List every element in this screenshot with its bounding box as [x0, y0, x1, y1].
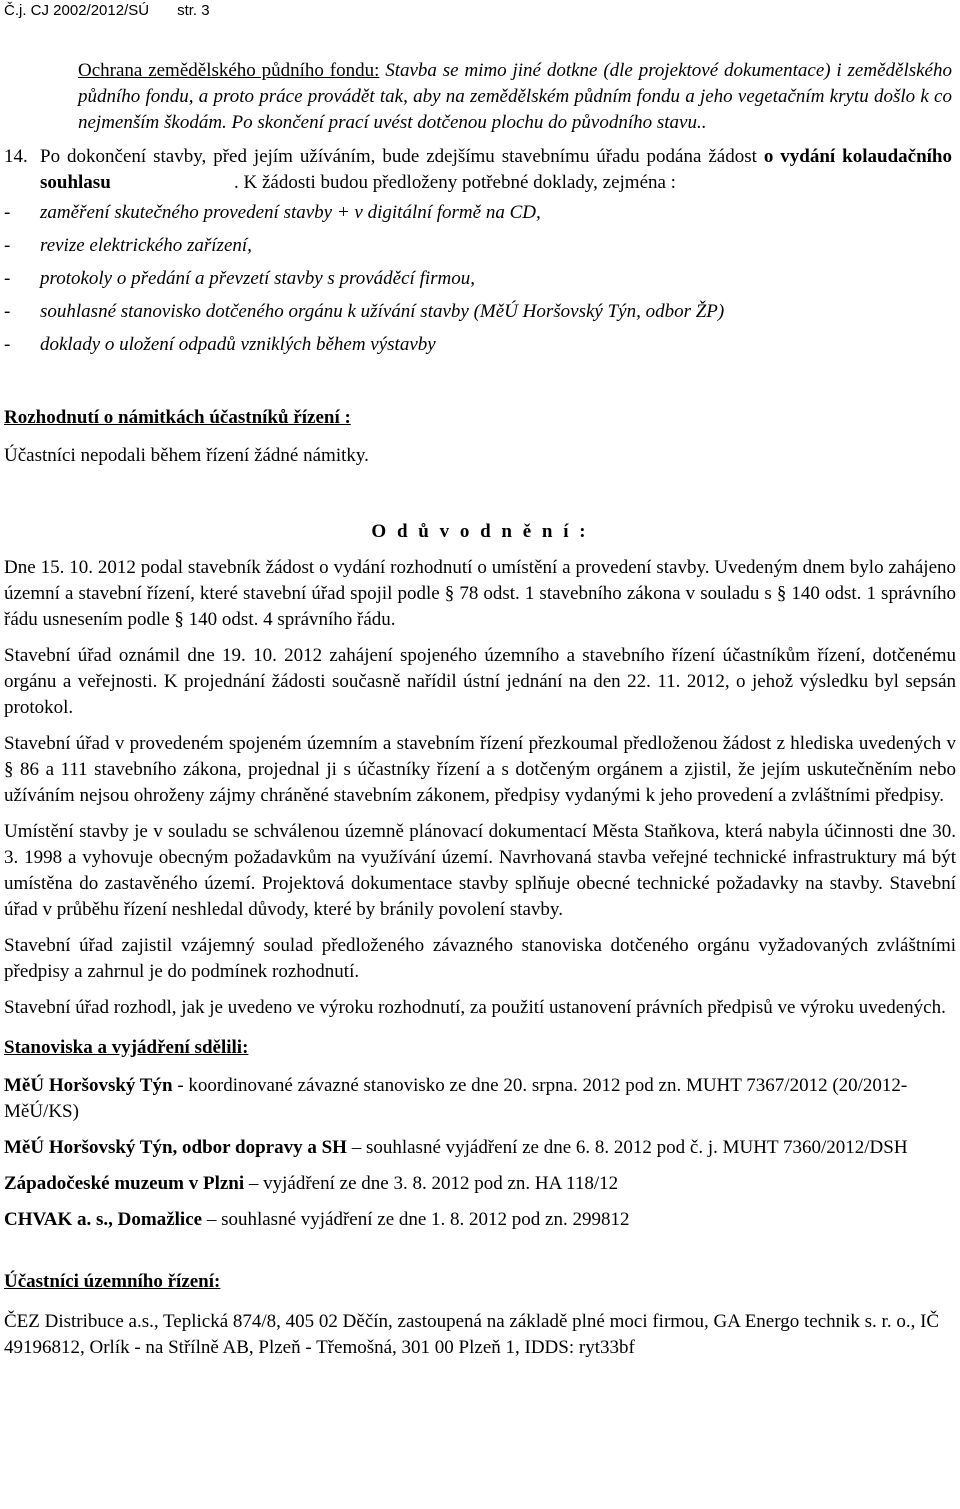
participants-heading: Účastníci územního řízení: [4, 1271, 221, 1292]
list-item: - doklady o uložení odpadů vzniklých během výstavby [4, 333, 436, 355]
condition-14-number: 14. [4, 146, 28, 167]
list-item: - zaměření skutečného provedení stavby + v digitální formě na CD, [4, 201, 541, 223]
statement-item: CHVAK a. s., Domažlice – souhlasné vyjádření ze dne 1. 8. 2012 pod zn. 299812 [4, 1209, 630, 1230]
participants-text: ČEZ Distribuce a.s., Teplická 874/8, 405 02 Děčín, zastoupená na základě plné moci firmou, GA Energo technik s. r. o., IČ 49196812, Orlík - na Střílně AB, Plzeň - Třemošná, 301 00 Plzeň 1, IDDS: ryt33bf [4, 1311, 940, 1358]
objections-heading: Rozhodnutí o námitkách účastníků řízení : [4, 407, 351, 428]
statement-item: MěÚ Horšovský Týn, odbor dopravy a SH – souhlasné vyjádření ze dne 6. 8. 2012 pod č. j. MUHT 7360/2012/DSH [4, 1137, 908, 1158]
reasoning-paragraph: Stavební úřad oznámil dne 19. 10. 2012 zahájení spojeného územního a stavebního řízení účastníkům řízení, dotčenému orgánu a veřejnosti. K projednání žádosti současně nařídil ústní jednání na den 22. 11. 2012, o jehož výsledku byl sepsán protokol. [4, 645, 956, 718]
condition-14-intro: Po dokončení stavby, před jejím užíváním, bude zdejšímu stavebnímu úřadu podána žádost [40, 146, 764, 167]
reasoning-heading: O d ů v o d n ě n í : [371, 521, 589, 542]
statement-item: Západočeské muzeum v Plzni – vyjádření ze dne 3. 8. 2012 pod zn. HA 118/12 [4, 1173, 619, 1194]
soil-protection-paragraph [4, 58, 956, 136]
required-documents-list [4, 196, 956, 361]
page-header [4, 0, 956, 22]
soil-protection-label: Ochrana zemědělského půdního fondu: [78, 60, 380, 81]
objections-text: Účastníci nepodali během řízení žádné námitky. [4, 445, 369, 466]
reasoning-paragraph: Umístění stavby je v souladu se schválenou územně plánovací dokumentací Města Staňkova, která nabyla účinnosti dne 30. 3. 1998 a vyhovuje obecným požadavkům na využívání území. Navrhovaná stavba veřejné technické infrastruktury má být umístěna do zastavěného území. Projektová dokumentace stavby splňuje obecné technické požadavky na stavby. Stavební úřad v průběhu řízení neshledal důvody, které by bránily povolení stavby. [4, 821, 956, 920]
document-page [4, 0, 956, 1361]
reasoning-paragraph: Stavební úřad rozhodl, jak je uvedeno ve výroku rozhodnutí, za použití ustanovení právních předpisů ve výroku uvedených. [4, 997, 946, 1018]
reasoning-paragraph: Stavební úřad zajistil vzájemný soulad předloženého závazného stanoviska dotčeného orgánu vyžadovaných zvláštními předpisy a zahrnul je do podmínek rozhodnutí. [4, 935, 956, 982]
list-item: - souhlasné stanovisko dotčeného orgánu k užívání stavby (MěÚ Horšovský Týn, odbor ŽP) [4, 300, 725, 322]
reference-number: Č.j. CJ 2002/2012/SÚ [4, 2, 150, 19]
condition-14-bold: o vydání kolaudačního souhlasu [40, 146, 952, 193]
statement-item: MěÚ Horšovský Týn - koordinované závazné stanovisko ze dne 20. srpna. 2012 pod zn. MUHT 7367/2012 (20/2012-MěÚ/KS) [4, 1075, 908, 1122]
list-item: - protokoly o předání a převzetí stavby s prováděcí firmou, [4, 267, 475, 289]
soil-protection-text: Stavba se mimo jiné dotkne (dle projektové dokumentace) i zemědělského půdního fondu, a proto práce provádět tak, aby na zemědělském půdním fondu a jeho vegetačním krytu došlo k co nejmenším škodám. Po skončení prací uvést dotčenou plochu do původního stavu.. [78, 60, 952, 133]
condition-14-rest: . K žádosti budou předloženy potřebné doklady, zejména : [234, 172, 676, 193]
reasoning-paragraph: Dne 15. 10. 2012 podal stavebník žádost o vydání rozhodnutí o umístění a provedení stavby. Uvedeným dnem bylo zahájeno územní a stavební řízení, které stavební úřad spojil podle § 78 odst. 1 stavebního zákona v souladu s § 140 odst. 1 správního řádu usnesením podle § 140 odst. 4 správního řádu. [4, 557, 956, 630]
reasoning-paragraph: Stavební úřad v provedeném spojeném územním a stavebním řízení přezkoumal předloženou žádost z hlediska uvedených v § 86 a 111 stavebního zákona, projednal ji s účastníky řízení a s dotčeným orgánem a zjistil, že jejím uskutečněním nebo užíváním nejsou ohroženy zájmy chráněné stavebním zákonem, předpisy vydanými k jeho provedení a zvláštními předpisy. [4, 733, 956, 806]
statements-heading: Stanoviska a vyjádření sdělili: [4, 1037, 249, 1058]
list-item: - revize elektrického zařízení, [4, 234, 252, 256]
page-number: str. 3 [177, 2, 210, 19]
